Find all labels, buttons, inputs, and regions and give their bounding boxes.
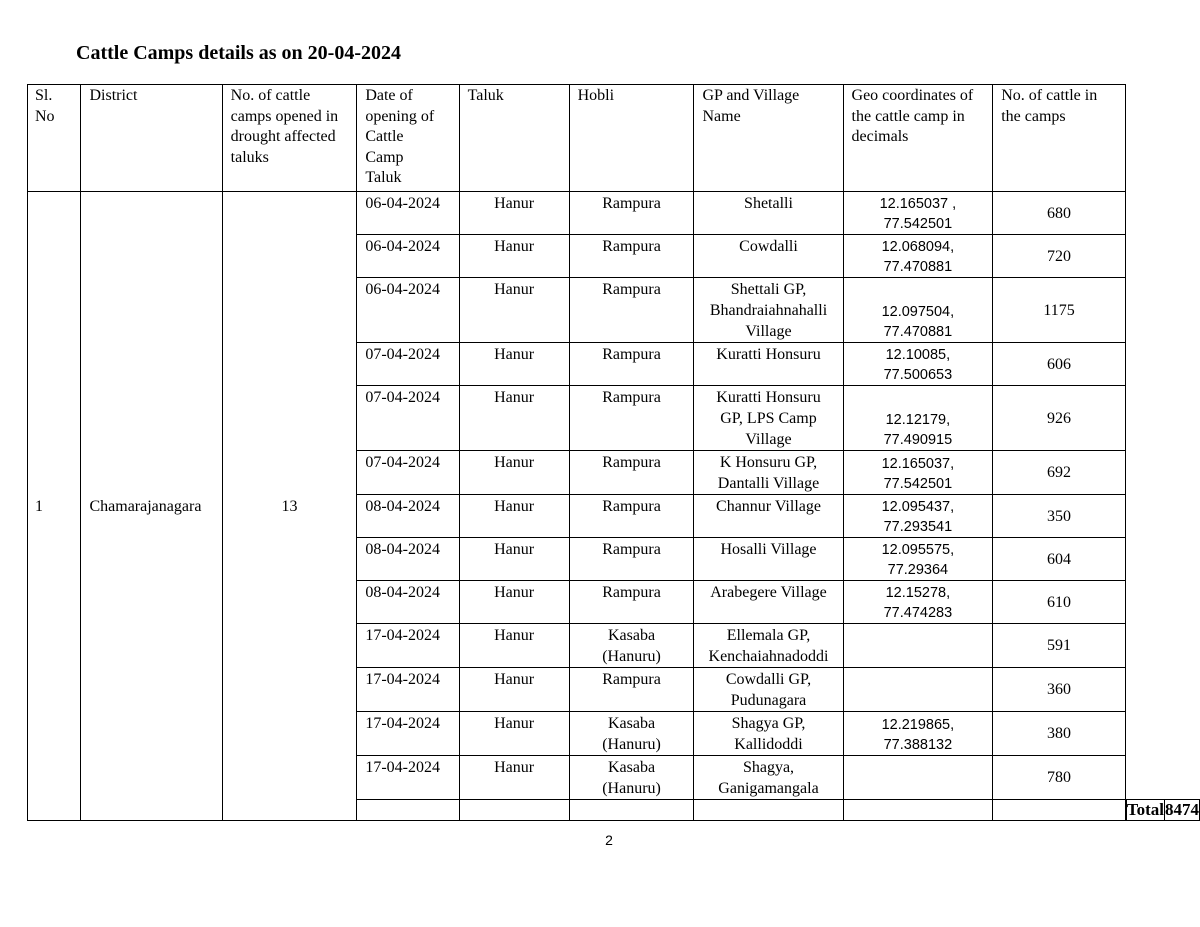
text-line: (Hanuru) (602, 648, 661, 665)
text-line: Ganigamangala (718, 780, 819, 797)
header-camps-opened (222, 85, 357, 192)
text-line: Rampura (602, 389, 661, 406)
date-cell: 07-04-2024 (357, 343, 459, 386)
text-line: Rampura (602, 541, 661, 558)
text-line: Rampura (602, 498, 661, 515)
total-empty-cell (459, 800, 569, 821)
text-line: Hosalli Village (720, 541, 817, 558)
taluk-cell: Hanur (459, 451, 569, 495)
text-line: K Honsuru GP, (719, 454, 818, 471)
total-empty-cell (694, 800, 843, 821)
cattle-count-cell: 591 (993, 624, 1126, 668)
hobli-cell (569, 624, 694, 668)
header-cattle (993, 85, 1126, 192)
text-line: Rampura (602, 454, 661, 471)
text-line: 77.500653 (883, 367, 953, 383)
cattle-count-cell: 606 (993, 343, 1126, 386)
text-line: 77.470881 (883, 259, 953, 275)
cattle-count-cell: 680 (993, 192, 1126, 235)
text-line: 12.10085, (885, 347, 951, 363)
geo-cell (843, 495, 993, 538)
taluk-cell: Hanur (459, 343, 569, 386)
geo-cell (843, 386, 993, 451)
text-line: the camps (1001, 107, 1066, 125)
cattle-camps-table (27, 84, 1200, 821)
group-sl-cell: 1 (28, 192, 81, 821)
text-line: Date of (365, 87, 413, 104)
table-row (28, 192, 1200, 235)
village-cell (694, 451, 843, 495)
header-row (28, 85, 1200, 192)
hobli-cell (569, 712, 694, 756)
text-line: Kuratti Honsuru (716, 346, 821, 363)
geo-cell (843, 235, 993, 278)
village-cell (694, 668, 843, 712)
text-line: Shagya GP, (731, 715, 806, 732)
text-line: camps opened in (230, 107, 339, 125)
total-empty-cell (993, 800, 1126, 821)
village-cell (694, 712, 843, 756)
text-line: drought affected (230, 128, 336, 145)
text-line: 77.474283 (883, 605, 953, 621)
hobli-cell (569, 756, 694, 800)
text-line: Channur Village (716, 498, 821, 515)
date-cell: 06-04-2024 (357, 235, 459, 278)
date-cell: 17-04-2024 (357, 624, 459, 668)
text-line: 77.542501 (883, 216, 953, 232)
hobli-cell (569, 538, 694, 581)
geo-cell (843, 668, 993, 712)
village-cell (694, 624, 843, 668)
text-line: Rampura (602, 238, 661, 255)
header-gp-village (694, 85, 843, 192)
taluk-cell: Hanur (459, 386, 569, 451)
text-line: Pudunagara (730, 692, 807, 709)
date-cell: 08-04-2024 (357, 538, 459, 581)
header-geo (843, 85, 993, 192)
text-line: Cowdalli (739, 238, 798, 255)
text-line: Rampura (602, 195, 661, 212)
taluk-cell: Hanur (459, 712, 569, 756)
text-line: Taluk (467, 87, 504, 104)
village-cell (694, 581, 843, 624)
text-line: Village (745, 431, 792, 448)
taluk-cell: Hanur (459, 495, 569, 538)
text-line: Taluk (365, 169, 402, 186)
text-line: Rampura (602, 584, 661, 601)
village-cell (694, 278, 843, 343)
total-empty-cell (569, 800, 694, 821)
text-line: (Hanuru) (602, 736, 661, 753)
cattle-count-cell: 780 (993, 756, 1126, 800)
text-line: 12.15278, (885, 585, 951, 601)
cattle-count-cell: 350 (993, 495, 1126, 538)
total-label: Total (1126, 800, 1164, 819)
hobli-cell (569, 278, 694, 343)
cattle-count-cell: 692 (993, 451, 1126, 495)
text-line: Kasaba (607, 627, 656, 644)
text-line: 12.068094, (881, 239, 955, 255)
text-line: Rampura (602, 671, 661, 688)
text-line: Kasaba (607, 759, 656, 776)
taluk-cell: Hanur (459, 235, 569, 278)
group-district-cell: Chamarajanagara (81, 192, 222, 821)
total-value: 8474 (1165, 800, 1199, 819)
text-line: Shettali GP, (730, 281, 807, 298)
hobli-cell (569, 235, 694, 278)
text-line: Village (745, 323, 792, 340)
cattle-count-cell: 360 (993, 668, 1126, 712)
geo-cell (843, 343, 993, 386)
text-line: Geo coordinates of (851, 87, 974, 104)
date-cell: 17-04-2024 (357, 668, 459, 712)
taluk-cell: Hanur (459, 192, 569, 235)
date-cell: 08-04-2024 (357, 495, 459, 538)
text-line: 77.29364 (887, 562, 949, 578)
text-line: 12.12179, (885, 412, 951, 428)
date-cell: 06-04-2024 (357, 278, 459, 343)
hobli-cell (569, 495, 694, 538)
date-cell: 07-04-2024 (357, 451, 459, 495)
total-empty-cell (357, 800, 459, 821)
header-date (357, 85, 459, 192)
hobli-cell (569, 386, 694, 451)
geo-cell (843, 451, 993, 495)
taluk-cell: Hanur (459, 668, 569, 712)
hobli-cell (569, 581, 694, 624)
geo-cell (843, 756, 993, 800)
cattle-count-cell: 610 (993, 581, 1126, 624)
village-cell (694, 495, 843, 538)
text-line: Bhandraiahnahalli (709, 302, 828, 319)
date-cell: 06-04-2024 (357, 192, 459, 235)
village-cell (694, 343, 843, 386)
geo-cell (843, 278, 993, 343)
village-cell (694, 756, 843, 800)
text-line: 12.165037, (881, 456, 955, 472)
text-line: Rampura (602, 346, 661, 363)
cattle-count-cell: 1175 (993, 278, 1126, 343)
taluk-cell: Hanur (459, 624, 569, 668)
text-line: Name (702, 107, 741, 125)
text-line: Arabegere Village (710, 584, 827, 601)
cattle-count-cell: 720 (993, 235, 1126, 278)
village-cell (694, 235, 843, 278)
text-line: Cowdalli GP, (725, 671, 812, 688)
text-line: 12.097504, (881, 304, 955, 320)
taluk-cell: Hanur (459, 278, 569, 343)
text-line: No. of cattle in (1001, 87, 1098, 104)
table-body (28, 192, 1200, 821)
text-line: No. of cattle (230, 87, 311, 104)
taluk-cell: Hanur (459, 538, 569, 581)
text-line: decimals (851, 128, 909, 145)
text-line: No (35, 107, 55, 125)
geo-cell (843, 712, 993, 756)
text-line: Sl. (35, 87, 53, 104)
page-number: 2 (605, 832, 613, 848)
text-line: District (89, 87, 138, 104)
village-cell (694, 386, 843, 451)
date-cell: 17-04-2024 (357, 712, 459, 756)
text-line: Hobli (577, 87, 615, 104)
text-line: Kasaba (607, 715, 656, 732)
text-line: GP, LPS Camp (720, 410, 817, 427)
text-line: 12.165037 , (879, 196, 957, 212)
text-line: opening of (365, 107, 435, 125)
village-cell (694, 192, 843, 235)
date-cell: 08-04-2024 (357, 581, 459, 624)
village-cell (694, 538, 843, 581)
date-cell: 17-04-2024 (357, 756, 459, 800)
geo-cell (843, 192, 993, 235)
hobli-cell (569, 343, 694, 386)
text-line: Kuratti Honsuru (716, 389, 821, 406)
group-camps-opened-cell: 13 (222, 192, 357, 821)
text-line: 77.542501 (883, 476, 953, 492)
header-district (81, 85, 222, 192)
text-line: Shetalli (744, 195, 793, 212)
text-line: Cattle (365, 128, 404, 145)
cattle-count-cell: 604 (993, 538, 1126, 581)
text-line: Kallidoddi (734, 736, 803, 753)
text-line: 77.388132 (883, 737, 953, 753)
cattle-count-cell: 380 (993, 712, 1126, 756)
hobli-cell (569, 668, 694, 712)
text-line: taluks (230, 148, 269, 166)
geo-cell (843, 538, 993, 581)
text-line: Dantalli Village (717, 475, 820, 492)
text-line: the cattle camp in (851, 107, 965, 125)
text-line: Ellemala GP, (726, 627, 811, 644)
text-line: Camp (365, 148, 404, 166)
text-line: 12.095575, (881, 542, 955, 558)
text-line: Kenchaiahnadoddi (708, 648, 829, 665)
geo-cell (843, 624, 993, 668)
hobli-cell (569, 451, 694, 495)
header-sl (28, 85, 81, 192)
cattle-count-cell: 926 (993, 386, 1126, 451)
text-line: 77.490915 (883, 432, 953, 448)
text-line: GP and Village (702, 87, 800, 104)
header-taluk (459, 85, 569, 192)
hobli-cell (569, 192, 694, 235)
page-title: Cattle Camps details as on 20-04-2024 (76, 42, 401, 64)
text-line: Shagya, (742, 759, 795, 776)
text-line: 12.219865, (881, 717, 955, 733)
taluk-cell: Hanur (459, 756, 569, 800)
geo-cell (843, 581, 993, 624)
text-line: Rampura (602, 281, 661, 298)
header-hobli (569, 85, 694, 192)
text-line: (Hanuru) (602, 780, 661, 797)
text-line: 77.293541 (883, 519, 953, 535)
text-line: 77.470881 (883, 324, 953, 340)
date-cell: 07-04-2024 (357, 386, 459, 451)
taluk-cell: Hanur (459, 581, 569, 624)
total-empty-cell (843, 800, 993, 821)
text-line: 12.095437, (881, 499, 955, 515)
